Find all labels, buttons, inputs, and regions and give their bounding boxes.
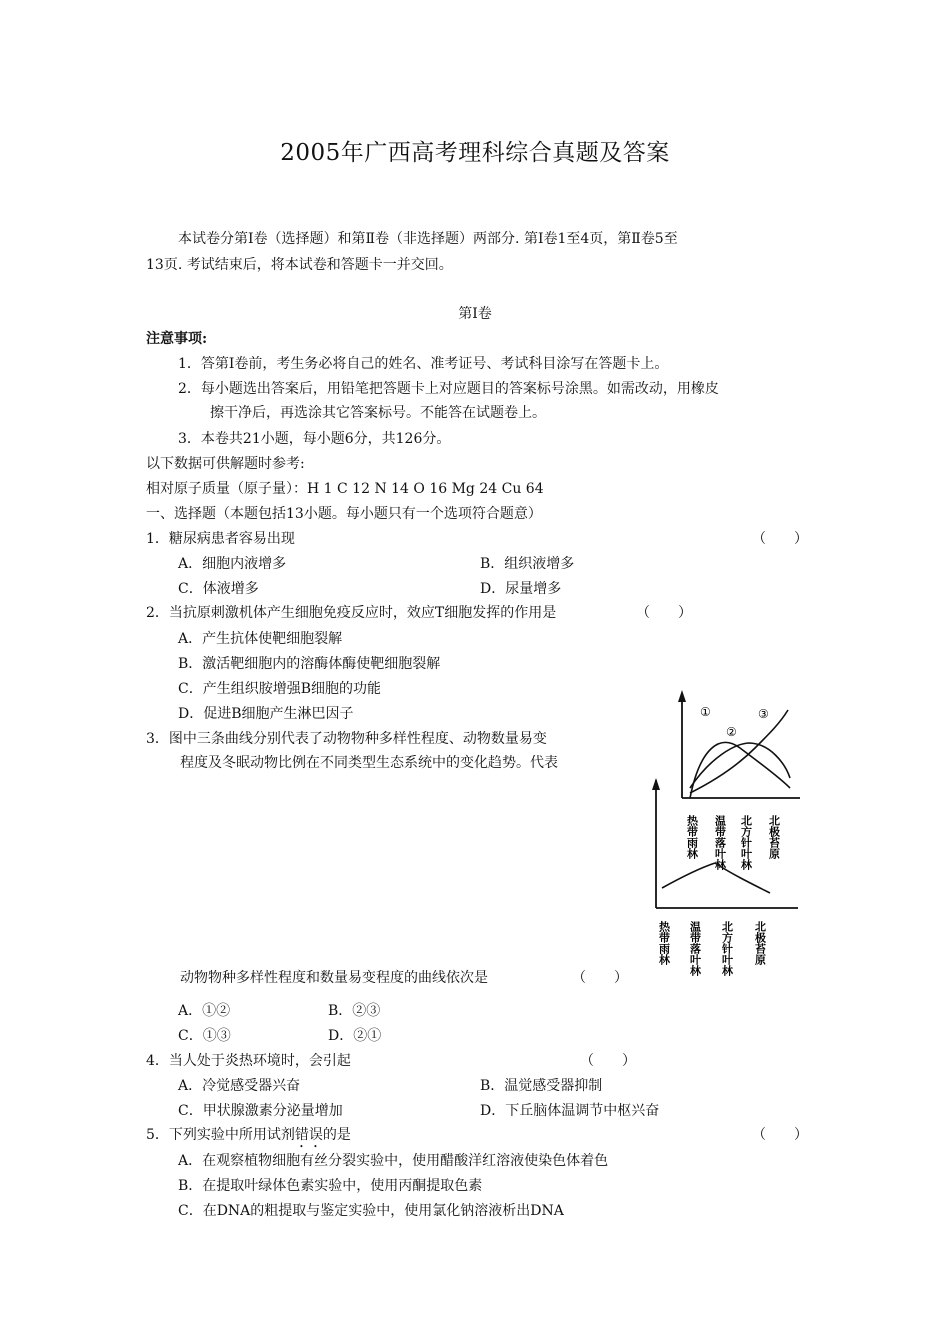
q4-option-a: A．冷觉感受器兴奋: [178, 1078, 301, 1094]
q3-option-b: B．②③: [328, 1003, 381, 1019]
data-note: 以下数据可供解题时参考:: [146, 456, 305, 472]
q5-stem: [146, 1124, 351, 1151]
lower-x-cat-1: 热带雨林: [657, 921, 671, 965]
curve-2-label: ②: [726, 725, 737, 739]
upper-y-arrow-icon: [678, 690, 686, 702]
q1-answer-blank: （ ）: [752, 531, 808, 547]
q1-option-b: B．组织液增多: [480, 556, 575, 572]
upper-chart: [678, 690, 800, 871]
curve-2: [690, 743, 790, 788]
notice-item-2-cont: 擦干净后，再选涂其它答案标号。不能答在试题卷上。: [210, 405, 546, 421]
q3-answer-blank: （ ）: [572, 970, 628, 986]
q4-option-d: D．下丘脑体温调节中枢兴奋: [480, 1103, 660, 1119]
q1-option-a: A．细胞内液增多: [178, 556, 287, 572]
q2-option-b: B．激活靶细胞内的溶酶体酶使靶细胞裂解: [178, 656, 441, 672]
lower-x-cat-2: 温带落叶林: [688, 921, 702, 976]
q1-option-d: D．尿量增多: [480, 581, 562, 597]
q2-option-d: D．促进B细胞产生淋巴因子: [178, 706, 354, 722]
q5-stem-emphasis: 错误: [294, 1127, 323, 1143]
q5-stem-post: 的是: [322, 1127, 351, 1143]
lower-chart: [652, 778, 798, 977]
page-title: 2005年广西高考理科综合真题及答案: [280, 140, 670, 166]
q2-stem: 2．当抗原刺激机体产生细胞免疫反应时，效应T细胞发挥的作用是: [146, 605, 557, 621]
q3-stem-line-1: 3．图中三条曲线分别代表了动物物种多样性程度、动物数量易变: [146, 731, 547, 747]
q4-stem: 4．当人处于炎热环境时，会引起: [146, 1053, 351, 1069]
curve-1: [690, 742, 790, 798]
section-title: 第Ⅰ卷: [458, 306, 492, 322]
q5-stem-pre: 5．下列实验中所用试剂: [146, 1127, 295, 1143]
q3-stem-line-2: 程度及冬眠动物比例在不同类型生态系统中的变化趋势。代表: [180, 755, 558, 771]
q3-option-a: A．①②: [178, 1003, 231, 1019]
notice-item-3: 3．本卷共21小题，每小题6分，共126分。: [178, 431, 451, 447]
q3-option-c: C．①③: [178, 1028, 231, 1044]
q4-option-b: B．温觉感受器抑制: [480, 1078, 603, 1094]
q4-answer-blank: （ ）: [580, 1053, 636, 1069]
q5-option-b: B．在提取叶绿体色素实验中，使用丙酮提取色素: [178, 1178, 483, 1194]
intro-line-1: 本试卷分第Ⅰ卷（选择题）和第Ⅱ卷（非选择题）两部分. 第Ⅰ卷1至4页，第Ⅱ卷5至: [178, 231, 678, 247]
q1-stem: 1．糖尿病患者容易出现: [146, 531, 295, 547]
q3-option-d: D．②①: [328, 1028, 382, 1044]
curve-3-label: ③: [758, 707, 769, 721]
q5-option-a: A．在观察植物细胞有丝分裂实验中，使用醋酸洋红溶液使染色体着色: [178, 1153, 609, 1169]
q2-answer-blank: （ ）: [636, 605, 692, 621]
lower-x-cat-3: 北方针叶林: [720, 921, 734, 976]
atomic-mass: 相对原子质量（原子量）：H 1 C 12 N 14 O 16 Mg 24 Cu 64: [146, 481, 544, 497]
notice-heading: 注意事项:: [146, 331, 208, 347]
q2-option-a: A．产生抗体使靶细胞裂解: [178, 631, 343, 647]
lower-y-arrow-icon: [652, 778, 660, 790]
intro-line-2: 13页. 考试结束后，将本试卷和答题卡一并交回。: [146, 257, 453, 273]
curve-3: [690, 710, 788, 793]
upper-x-cat-4: 北极苔原: [767, 815, 781, 859]
ecosystem-curves-figure: [640, 688, 810, 983]
upper-x-cat-2: 温带落叶林: [713, 815, 727, 870]
q5-option-c: C．在DNA的粗提取与鉴定实验中，使用氯化钠溶液析出DNA: [178, 1203, 564, 1219]
q3-stem-line-3: 动物物种多样性程度和数量易变程度的曲线依次是: [180, 970, 488, 986]
upper-x-cat-1: 热带雨林: [685, 815, 699, 859]
notice-item-1: 1．答第Ⅰ卷前，考生务必将自己的姓名、准考证号、考试科目涂写在答题卡上。: [178, 356, 669, 372]
part1-heading: 一、选择题（本题包括13小题。每小题只有一个选项符合题意）: [146, 506, 542, 522]
notice-item-2: 2．每小题选出答案后，用铅笔把答题卡上对应题目的答案标号涂黑。如需改动，用橡皮: [178, 381, 719, 397]
upper-x-cat-3: 北方针叶林: [739, 815, 753, 870]
curve-1-label: ①: [700, 705, 711, 719]
q5-answer-blank: （ ）: [752, 1127, 808, 1143]
lower-curve-left: [662, 863, 715, 888]
lower-x-cat-4: 北极苔原: [753, 921, 767, 965]
q2-option-c: C．产生组织胺增强B细胞的功能: [178, 681, 381, 697]
q1-option-c: C．体液增多: [178, 581, 259, 597]
q4-option-c: C．甲状腺激素分泌量增加: [178, 1103, 343, 1119]
